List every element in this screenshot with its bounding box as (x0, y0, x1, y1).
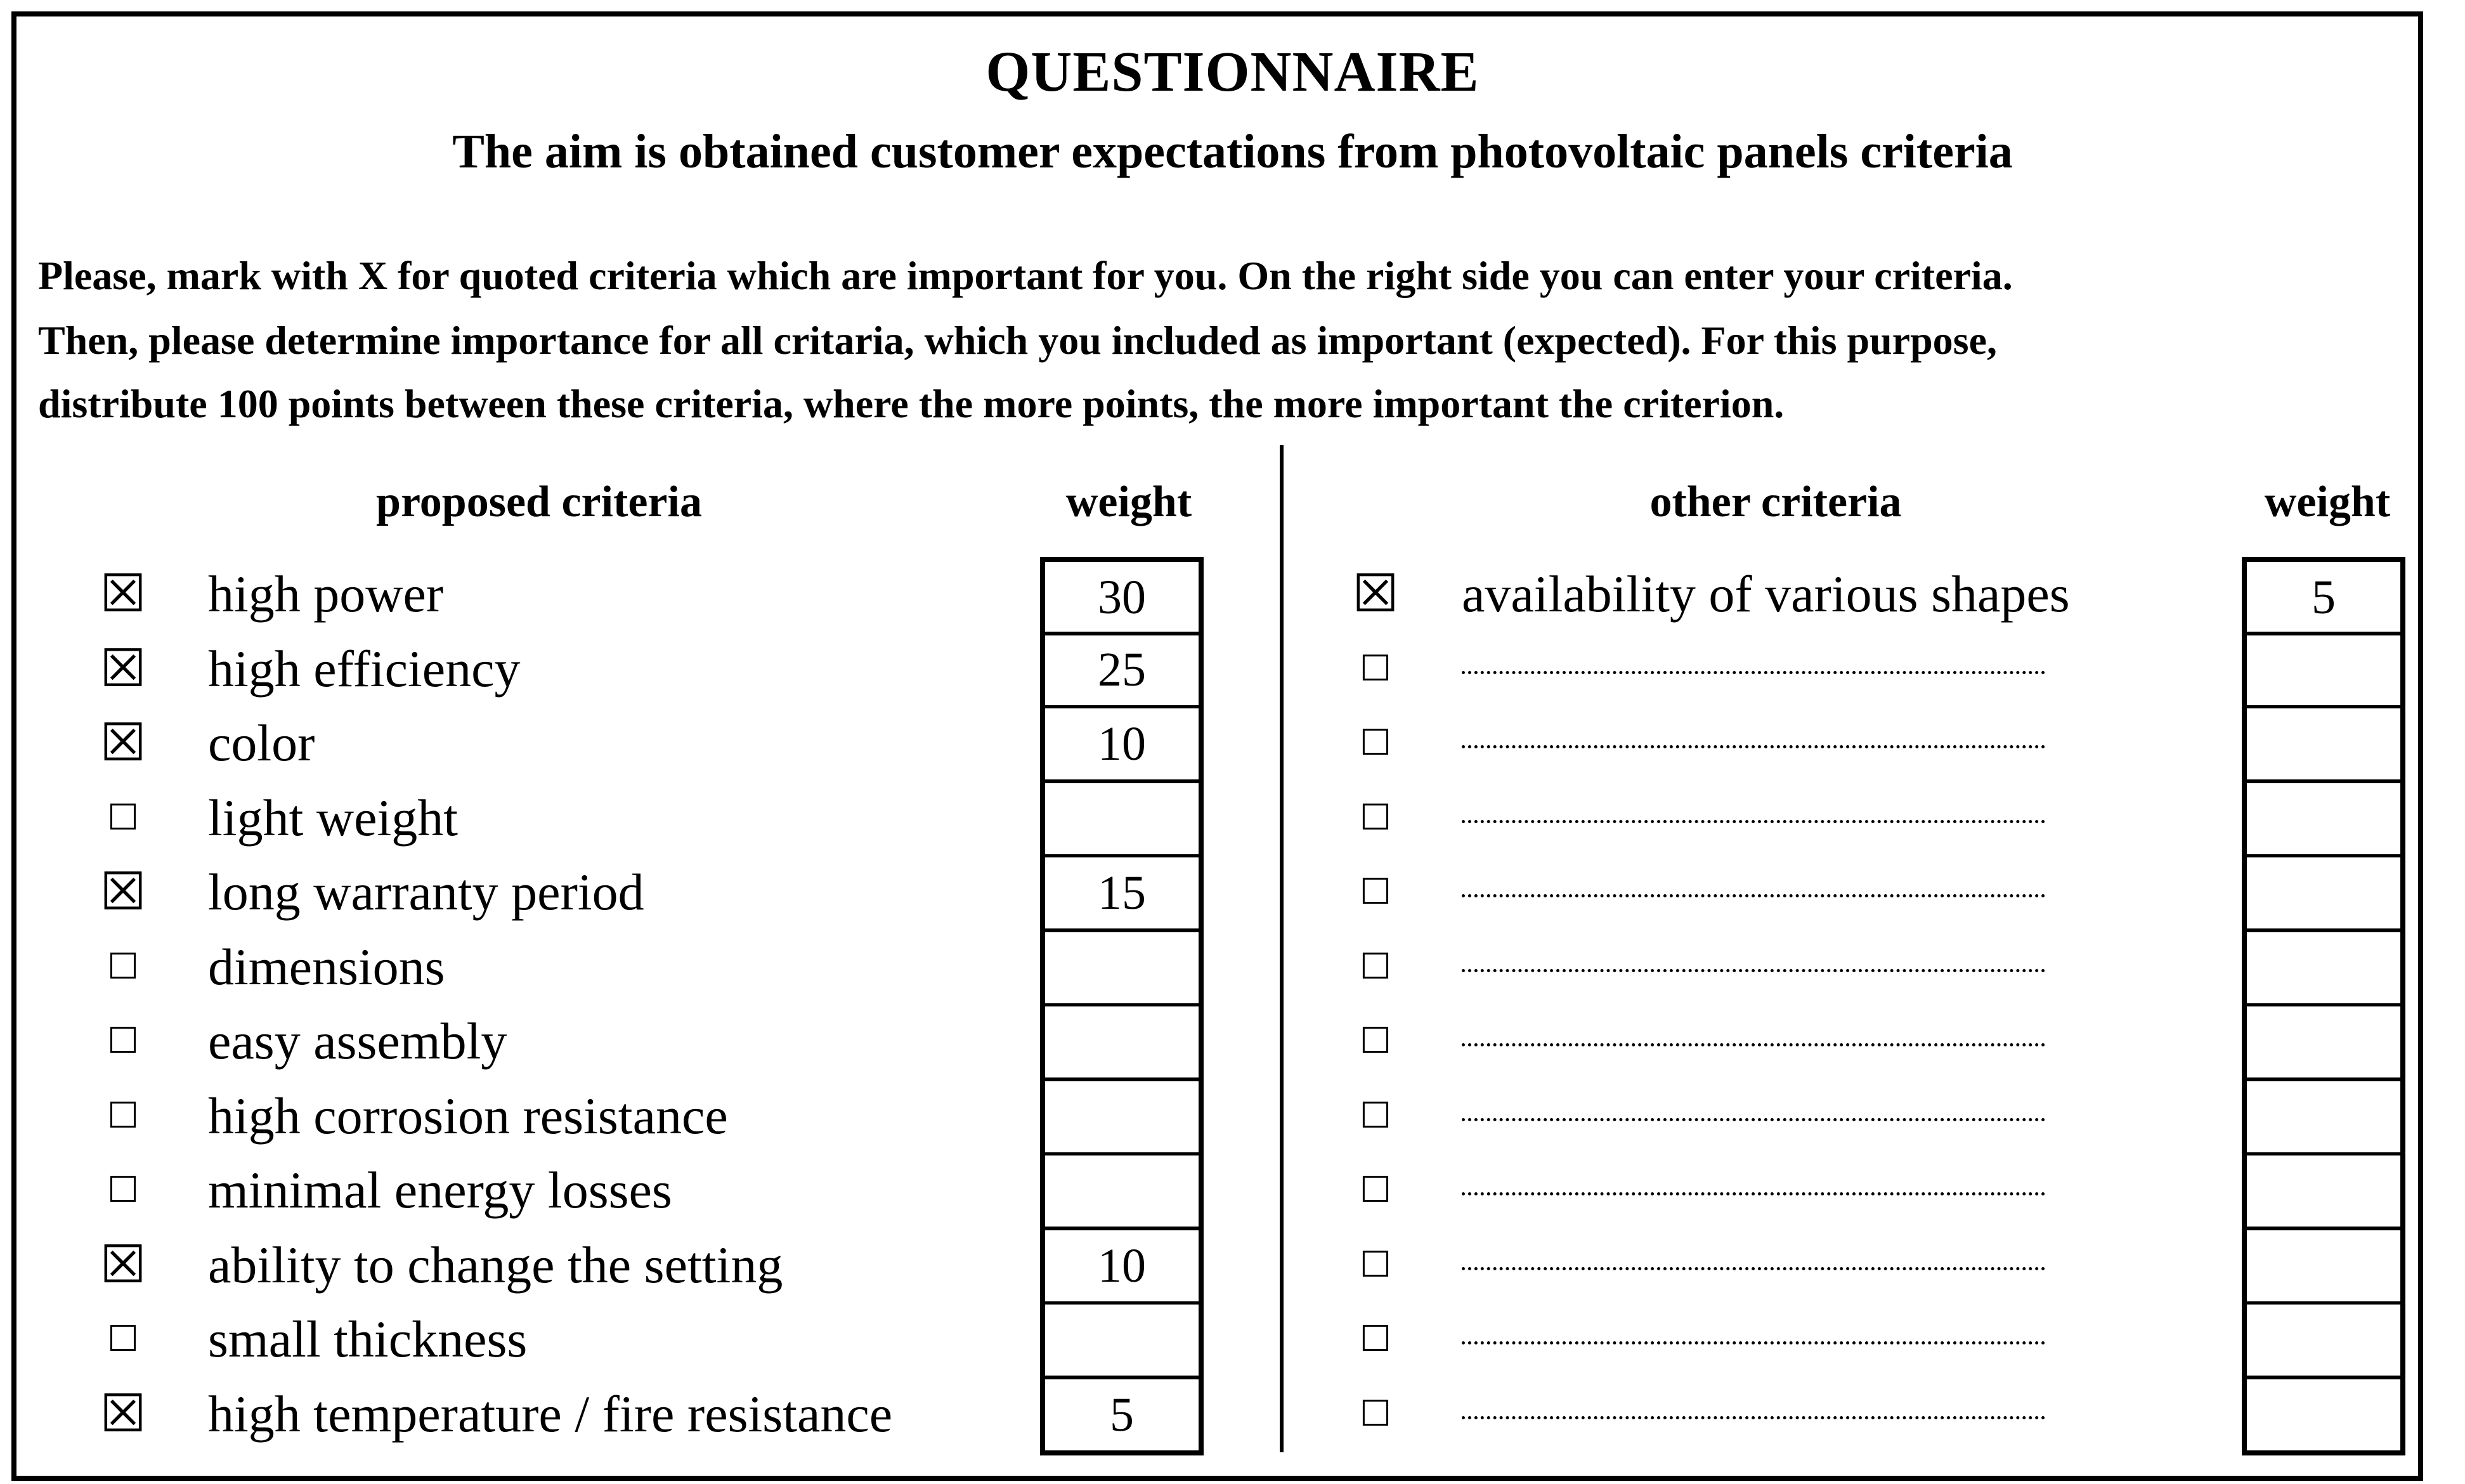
page-title: QUESTIONNAIRE (985, 41, 1480, 103)
proposed-criterion-label: high corrosion resistance (208, 1086, 728, 1145)
other-criterion-entry-line[interactable] (1462, 820, 2045, 823)
proposed-criterion-weight-box[interactable]: 25 (1040, 632, 1204, 708)
proposed-criterion-label: high efficiency (208, 639, 521, 698)
other-criterion-checkbox[interactable]: ☒ (1352, 564, 1399, 624)
other-criterion-weight-box[interactable] (2242, 855, 2405, 931)
other-criterion-label: availability of various shapes (1462, 565, 2070, 623)
other-criterion-entry-line[interactable] (1462, 1341, 2045, 1344)
proposed-weight-header: weight (1065, 478, 1192, 526)
proposed-criterion-label: easy assembly (208, 1012, 507, 1070)
other-criterion-row (0, 930, 2465, 1005)
instruction-line-2: Then, please determine importance for all critaria, which you included as important (expected). For this purpose, (38, 318, 1997, 363)
instruction-line-3: distribute 100 points between these criteria, where the more points, the more important the criterion. (38, 381, 1785, 426)
other-criterion-weight-box[interactable] (2242, 1153, 2405, 1229)
other-criterion-checkbox[interactable]: ☐ (1359, 946, 1392, 987)
other-criterion-row (0, 1228, 2465, 1303)
other-criterion-checkbox[interactable]: ☐ (1359, 722, 1392, 764)
other-criterion-weight-box[interactable] (2242, 1302, 2405, 1378)
instruction-line-1: Please, mark with X for quoted criteria which are important for you. On the right side you can enter your criteria. (38, 253, 2013, 298)
other-criterion-row (0, 855, 2465, 930)
proposed-criterion-checkbox[interactable]: ☒ (100, 1383, 146, 1444)
other-criterion-weight-box[interactable] (2242, 706, 2405, 782)
other-criterion-entry-line[interactable] (1462, 1192, 2045, 1195)
other-criterion-entry-line[interactable] (1462, 1118, 2045, 1121)
other-criterion-weight-box[interactable] (2242, 781, 2405, 857)
other-criterion-weight-box[interactable] (2242, 632, 2405, 708)
other-criterion-row (0, 632, 2465, 706)
other-criterion-row (0, 557, 2465, 632)
proposed-criterion-label: ability to change the setting (208, 1235, 783, 1294)
other-criterion-weight-box[interactable] (2242, 930, 2405, 1006)
other-criterion-checkbox[interactable]: ☐ (1359, 1095, 1392, 1136)
proposed-criterion-label: light weight (208, 788, 459, 847)
proposed-criterion-checkbox[interactable]: ☒ (100, 564, 146, 624)
other-criterion-checkbox[interactable]: ☐ (1359, 648, 1392, 689)
other-criterion-row (0, 706, 2465, 781)
other-criterion-weight-box[interactable] (2242, 1228, 2405, 1304)
other-criterion-row (0, 1004, 2465, 1079)
proposed-criterion-checkbox[interactable]: ☐ (107, 1095, 140, 1136)
other-criterion-entry-line[interactable] (1462, 1043, 2045, 1046)
proposed-criterion-weight-box[interactable]: 5 (1040, 1377, 1204, 1455)
proposed-criterion-label: high power (208, 565, 444, 623)
other-criterion-weight-box[interactable] (2242, 1377, 2405, 1455)
other-criterion-row (0, 1079, 2465, 1154)
proposed-criterion-weight-box[interactable]: 10 (1040, 1228, 1204, 1304)
proposed-criterion-label: long warranty period (208, 863, 644, 921)
page-subtitle: The aim is obtained customer expectations from photovoltaic panels criteria (452, 125, 2013, 178)
other-criterion-entry-line[interactable] (1462, 894, 2045, 897)
other-criterion-entry-line[interactable] (1462, 1416, 2045, 1419)
other-criterion-row (0, 1377, 2465, 1452)
proposed-criterion-checkbox[interactable]: ☒ (100, 1234, 146, 1295)
proposed-criterion-checkbox[interactable]: ☒ (100, 638, 146, 699)
proposed-criterion-checkbox[interactable]: ☐ (107, 946, 140, 987)
other-criterion-checkbox[interactable]: ☐ (1359, 871, 1392, 913)
proposed-criteria-header: proposed criteria (376, 478, 702, 526)
other-criterion-checkbox[interactable]: ☐ (1359, 1393, 1392, 1435)
other-weight-header: weight (2264, 478, 2391, 526)
proposed-criterion-checkbox[interactable]: ☐ (107, 1169, 140, 1211)
proposed-criterion-checkbox[interactable]: ☒ (100, 862, 146, 922)
proposed-criterion-weight-box[interactable]: 30 (1040, 557, 1204, 635)
proposed-criterion-checkbox[interactable]: ☐ (107, 1318, 140, 1360)
other-criterion-entry-line[interactable] (1462, 1267, 2045, 1270)
other-criterion-row (0, 781, 2465, 856)
proposed-criterion-checkbox[interactable]: ☒ (100, 713, 146, 773)
other-criteria-header: other criteria (1649, 478, 1902, 526)
other-criterion-checkbox[interactable]: ☐ (1359, 797, 1392, 838)
proposed-criterion-label: minimal energy losses (208, 1161, 672, 1219)
proposed-criterion-label: small thickness (208, 1310, 528, 1368)
other-criterion-checkbox[interactable]: ☐ (1359, 1318, 1392, 1360)
proposed-criterion-checkbox[interactable]: ☐ (107, 1020, 140, 1062)
proposed-criterion-checkbox[interactable]: ☐ (107, 797, 140, 838)
proposed-criterion-label: high temperature / fire resistance (208, 1384, 893, 1443)
other-criterion-checkbox[interactable]: ☐ (1359, 1169, 1392, 1211)
other-criterion-row (0, 1153, 2465, 1228)
other-criterion-weight-box[interactable] (2242, 1004, 2405, 1080)
other-criterion-weight-box[interactable] (2242, 1079, 2405, 1155)
proposed-criterion-label: color (208, 714, 315, 772)
proposed-criterion-weight-box[interactable]: 15 (1040, 855, 1204, 931)
proposed-criterion-label: dimensions (208, 937, 445, 996)
other-criterion-checkbox[interactable]: ☐ (1359, 1020, 1392, 1062)
other-criterion-checkbox[interactable]: ☐ (1359, 1244, 1392, 1285)
other-criterion-entry-line[interactable] (1462, 671, 2045, 674)
other-criterion-entry-line[interactable] (1462, 969, 2045, 972)
other-criterion-weight-box[interactable]: 5 (2242, 557, 2405, 635)
proposed-criterion-weight-box[interactable]: 10 (1040, 706, 1204, 782)
other-criterion-entry-line[interactable] (1462, 745, 2045, 748)
other-criterion-row (0, 1302, 2465, 1377)
